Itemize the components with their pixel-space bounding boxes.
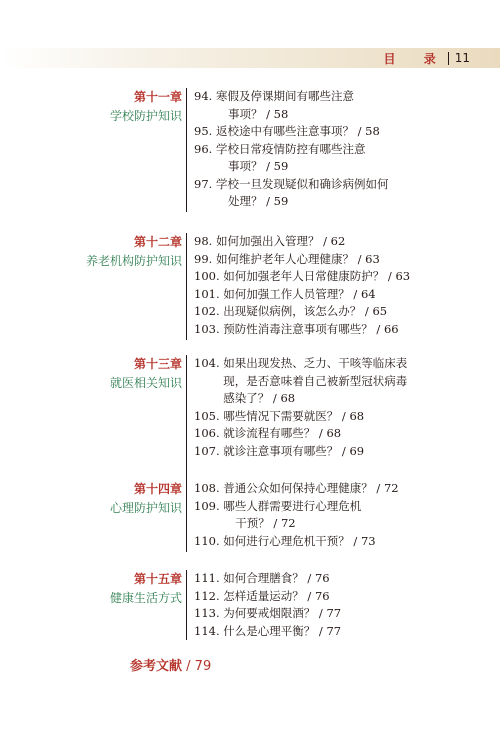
toc-entry[interactable] — [194, 480, 474, 498]
header-page-number: 11 — [454, 51, 470, 65]
toc-entry-number: 112. — [194, 588, 220, 603]
toc-entry[interactable] — [194, 251, 474, 269]
toc-entry-number: 109. — [194, 498, 220, 513]
running-header — [384, 49, 470, 67]
toc-entry-number: 106. — [194, 426, 220, 440]
toc-entry-number: 100. — [194, 269, 220, 283]
toc-entry-text: 普通公众如何保持心理健康？ / 72 — [223, 481, 399, 495]
toc-entry-number: 108. — [194, 481, 220, 495]
toc-entry-text: 学校一旦发现疑似和确诊病例如何 — [215, 176, 389, 191]
chapter-number: 第十一章 — [133, 90, 182, 104]
chapter-title: 健康生活方式 — [109, 591, 182, 605]
chapter-divider-line — [186, 233, 187, 340]
toc-entry-text: 学校日常疫情防控有哪些注意 — [215, 141, 366, 156]
toc-entry[interactable] — [194, 88, 474, 123]
toc-entry[interactable] — [194, 570, 474, 588]
toc-item-list — [194, 570, 474, 640]
references-page: / 79 — [186, 659, 212, 674]
chapter-number: 第十三章 — [133, 357, 182, 371]
toc-entry[interactable] — [194, 425, 474, 443]
toc-entry-number: 114. — [194, 623, 220, 638]
toc-entry-number: 94. — [194, 89, 213, 103]
chapter-divider-line — [186, 88, 187, 212]
toc-entry-number: 95. — [194, 124, 213, 138]
chapter-label — [110, 480, 182, 518]
toc-entry[interactable] — [194, 303, 474, 321]
toc-entry-text: 如何合理膳食？ / 76 — [223, 571, 330, 585]
chapter-title: 学校防护知识 — [109, 109, 182, 123]
toc-entry[interactable] — [194, 141, 474, 176]
toc-entry-text: 如何加强工作人员管理？ / 64 — [223, 286, 376, 301]
toc-item-list — [194, 480, 474, 550]
toc-entry-text: 如何维护老年人心理健康？ / 63 — [215, 251, 380, 266]
chapter-divider-line — [186, 480, 187, 552]
header-divider — [448, 52, 449, 65]
toc-entry-text: 事项？ / 59 — [227, 159, 289, 173]
toc-entry-text: 就诊流程有哪些？ / 68 — [223, 426, 342, 440]
toc-entry-text: 如何加强出入管理？ / 62 — [215, 234, 346, 248]
toc-entry[interactable] — [194, 286, 474, 304]
chapter-number: 第十四章 — [133, 482, 182, 496]
chapter-label — [110, 88, 182, 126]
toc-entry-text: 干预？ / 72 — [235, 516, 296, 530]
toc-entry[interactable] — [194, 176, 474, 211]
toc-entry-text: 如果出现发热、乏力、干咳等临床表 — [223, 356, 408, 370]
toc-entry-number: 96. — [194, 141, 213, 156]
chapter-title: 就医相关知识 — [109, 376, 182, 390]
toc-entry-number: 101. — [194, 286, 220, 301]
toc-entry-number: 107. — [194, 443, 220, 458]
toc-entry-text: 寒假及停课期间有哪些注意 — [215, 89, 354, 103]
chapter-divider-line — [186, 355, 187, 480]
toc-entry-text: 处理？ / 59 — [227, 194, 289, 208]
toc-entry-text: 预防性消毒注意事项有哪些？ / 66 — [223, 321, 399, 336]
toc-entry-text: 就诊注意事项有哪些？ / 69 — [223, 443, 365, 458]
toc-entry[interactable] — [194, 533, 474, 551]
toc-entry-number: 113. — [194, 606, 220, 620]
toc-entry-text: 事项？ / 58 — [227, 106, 289, 121]
toc-entry-text: 如何进行心理危机干预？ / 73 — [223, 533, 376, 548]
toc-entry-text: 哪些人群需要进行心理危机 — [223, 498, 362, 513]
toc-item-list — [194, 88, 474, 211]
toc-entry-number: 98. — [194, 234, 213, 248]
toc-entry-number: 99. — [194, 251, 213, 266]
toc-entry[interactable] — [194, 233, 474, 251]
toc-entry[interactable] — [194, 605, 474, 623]
header-title: 目 录 — [383, 51, 448, 66]
toc-entry[interactable] — [194, 588, 474, 606]
toc-item-list — [194, 233, 474, 338]
toc-entry[interactable] — [194, 321, 474, 339]
toc-entry-number: 103. — [194, 321, 220, 336]
toc-entry-text: 什么是心理平衡？ / 77 — [223, 623, 342, 638]
toc-entry-text: 怎样适量运动？ / 76 — [223, 588, 330, 603]
toc-item-list — [194, 355, 474, 460]
toc-entry-number: 105. — [194, 408, 220, 423]
chapter-label — [86, 233, 182, 271]
toc-entry-number: 102. — [194, 304, 220, 318]
references-label: 参考文献 — [130, 659, 183, 674]
toc-entry[interactable] — [194, 498, 474, 533]
toc-entry[interactable] — [194, 443, 474, 461]
chapter-divider-line — [186, 570, 187, 640]
chapter-title: 心理防护知识 — [109, 501, 182, 515]
toc-entry[interactable] — [194, 408, 474, 426]
toc-entry-text: 感染了？ / 68 — [223, 391, 296, 405]
toc-entry-number: 104. — [194, 356, 220, 370]
chapter-label — [110, 355, 182, 393]
chapter-number: 第十五章 — [133, 572, 182, 586]
toc-entry-number: 97. — [194, 176, 213, 191]
toc-entry-number: 111. — [194, 571, 220, 585]
toc-entry-text: 如何加强老年人日常健康防护？ / 63 — [223, 269, 411, 283]
chapter-number: 第十二章 — [133, 235, 182, 249]
toc-entry-text: 返校途中有哪些注意事项？ / 58 — [215, 124, 380, 138]
toc-entry[interactable] — [194, 123, 474, 141]
toc-entry[interactable] — [194, 623, 474, 641]
toc-entry[interactable] — [194, 355, 474, 408]
chapter-label — [110, 570, 182, 608]
toc-entry-text: 现，是否意味着自己被新型冠状病毒 — [223, 373, 408, 388]
references-entry[interactable] — [130, 655, 211, 674]
toc-entry-text: 哪些情况下需要就医？ / 68 — [223, 408, 365, 423]
toc-entry-text: 出现疑似病例，该怎么办？ / 65 — [223, 304, 388, 318]
chapter-title: 养老机构防护知识 — [85, 254, 182, 268]
toc-entry-text: 为何要戒烟限酒？ / 77 — [223, 606, 342, 620]
toc-entry[interactable] — [194, 268, 474, 286]
toc-entry-number: 110. — [194, 533, 220, 548]
